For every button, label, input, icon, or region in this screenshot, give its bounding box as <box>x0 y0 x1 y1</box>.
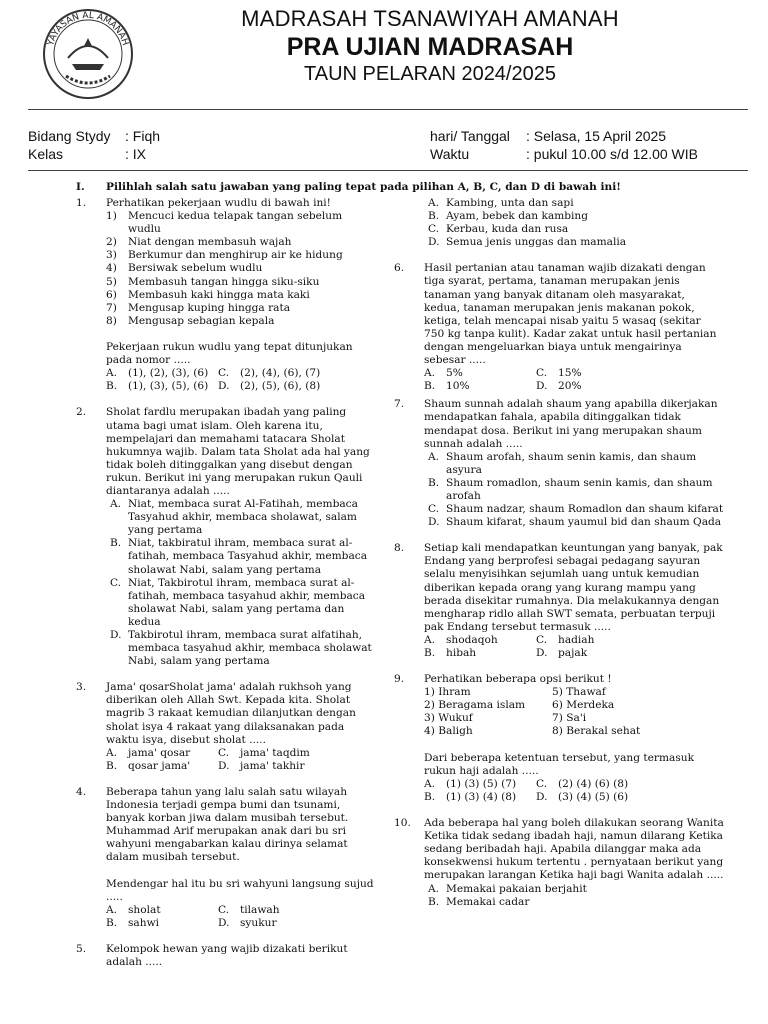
option-d[interactable]: D. Shaum kifarat, shaum yaumul bid dan shaum Qada <box>428 516 722 529</box>
list-item: 4) Baligh <box>424 725 473 738</box>
list-item: 3) Wukuf <box>424 712 473 725</box>
option-b[interactable]: B. hibah <box>424 647 477 659</box>
answer-options <box>106 367 376 393</box>
option-c[interactable]: C. (2) (4) (6) (8) <box>536 777 629 790</box>
option-a[interactable]: A. jama' qosar <box>106 746 191 759</box>
question-number: 5. <box>76 942 87 955</box>
question-stem: Setiap kali mendapatkan keuntungan yang banyak, pak Endang yang berprofesi sebagai pedagang sayuran selalu menyisihkan sejumlah uang untuk kemudian diberikan kepada orang yang kurang mampu yang berada disekitar rumahnya. Dia melakukannya dengan mengharap ridlo allah SWT semata, perbuatan terpuji pak Endang tersebut termasuk ..... <box>424 542 723 633</box>
question-5-options <box>394 197 724 249</box>
question-stem: Jama' qosarSholat jama' adalah rukhsoh yang diberikan oleh Allah Swt. Kepada kita. Sholat magrib 3 rakaat kemudian dilanjutkan dengan sholat isya 4 rakaat yang dilaksanakan pada waktu isya, disebut sholat ..... <box>106 681 356 746</box>
question-number: 1. <box>76 197 87 209</box>
list-item: 1) Ihram <box>424 686 471 699</box>
option-a[interactable]: A. 5% <box>424 367 463 380</box>
option-c[interactable]: C. tilawah <box>218 903 280 916</box>
question-6 <box>394 262 724 393</box>
answer-options <box>424 634 724 660</box>
question-5 <box>76 943 376 969</box>
option-a[interactable]: A. Kambing, unta dan sapi <box>428 197 574 209</box>
option-b[interactable]: B. Shaum romadlon, shaum senin kamis, dan shaum arofah <box>428 476 713 502</box>
list-item: 1) Mencuci kedua telapak tangan sebelum wudlu <box>106 210 343 236</box>
list-item: 6) Merdeka <box>552 699 615 712</box>
option-d[interactable]: D. pajak <box>536 647 588 659</box>
option-a[interactable]: A. Shaum arofah, shaum senin kamis, dan shaum asyura <box>428 450 697 476</box>
day-label: hari/ Tanggal <box>430 128 510 144</box>
option-c[interactable]: C. hadiah <box>536 633 595 646</box>
question-7 <box>394 398 724 529</box>
subject-label: Bidang Stydy <box>28 128 111 144</box>
exam-title: PRA UJIAN MADRASAH <box>286 33 574 61</box>
subject-value: : Fiqh <box>125 128 161 144</box>
question-number: 9. <box>394 673 405 686</box>
option-d[interactable]: D. Semua jenis unggas dan mamalia <box>428 236 627 249</box>
class-value: : IX <box>125 146 147 162</box>
option-d[interactable]: D. Takbirotul ihram, membaca surat alfatihah, membaca tasyahud akhir, membaca sholawat Nabi, salam yang pertama <box>110 629 372 668</box>
option-c[interactable]: C. jama' taqdim <box>218 746 310 759</box>
right-column <box>394 197 724 909</box>
school-logo <box>38 6 138 102</box>
question-stem: Shaum sunnah adalah shaum yang apabilla dikerjakan mendapatkan fahala, apabila ditinggalkan tidak mendapat dosa. Berikut ini yang merupakan shaum sunnah adalah ..... <box>424 398 718 450</box>
option-d[interactable]: D. (2), (5), (6), (8) <box>218 380 321 393</box>
question-stem: Beberapa tahun yang lalu salah satu wilayah Indonesia terjadi gempa bumi dan tsunami, banyak korban jiwa dalam musibah tersebut. Muhammad Arif merupakan anak dari bu sri wahyuni mengabarkan kalau dirinya selamat dalam musibah tersebut. <box>106 785 349 864</box>
list-item: 2) Niat dengan membasuh wajah <box>106 236 292 249</box>
question-stem: Perhatikan beberapa opsi berikut ! <box>424 673 612 686</box>
info-divider <box>28 170 748 171</box>
question-number: 3. <box>76 681 87 694</box>
question-number: 6. <box>394 262 405 275</box>
list-item: 4) Bersiwak sebelum wudlu <box>106 262 263 275</box>
list-item: 3) Berkumur dan menghirup air ke hidung <box>106 249 343 262</box>
academic-year: TAUN PELARAN 2024/2025 <box>304 63 556 85</box>
list-item: 7) Sa'i <box>552 712 587 725</box>
list-item: 8) Berakal sehat <box>552 725 641 738</box>
page-header <box>0 0 768 120</box>
question-number: 7. <box>394 398 405 411</box>
time-value: : pukul 10.00 s/d 12.00 WIB <box>526 146 698 162</box>
question-prompt: Pekerjaan rukun wudlu yang tepat ditunjukan pada nomor ..... <box>106 341 353 367</box>
option-d[interactable]: D. syukur <box>218 916 277 929</box>
day-value: : Selasa, 15 April 2025 <box>526 128 667 144</box>
answer-options <box>424 778 724 804</box>
question-10 <box>394 817 724 909</box>
option-a[interactable]: A. sholat <box>106 903 161 916</box>
time-label: Waktu <box>430 146 470 162</box>
class-label: Kelas <box>28 146 64 162</box>
section-number: I. <box>76 181 85 193</box>
question-8 <box>394 542 724 660</box>
option-list <box>424 686 724 738</box>
list-item: 6) Membasuh kaki hingga mata kaki <box>106 288 310 301</box>
question-stem: Kelompok hewan yang wajib dizakati berikut adalah ..... <box>106 942 348 969</box>
question-stem: Perhatikan pekerjaan wudlu di bawah ini! <box>106 197 331 209</box>
option-c[interactable]: C. Kerbau, kuda dan rusa <box>428 223 569 236</box>
option-b[interactable]: B. (1) (3) (4) (8) <box>424 790 517 803</box>
question-number: 4. <box>76 785 87 798</box>
list-item: 2) Beragama islam <box>424 699 526 712</box>
answer-options <box>106 747 376 773</box>
list-item: 5) Membasuh tangan hingga siku-siku <box>106 275 320 288</box>
question-9 <box>394 673 724 804</box>
question-number: 2. <box>76 406 87 419</box>
answer-options <box>424 367 724 393</box>
option-d[interactable]: D. 20% <box>536 380 582 393</box>
question-prompt: Dari beberapa ketentuan tersebut, yang termasuk rukun haji adalah ..... <box>424 751 694 777</box>
option-b[interactable]: B. Ayam, bebek dan kambing <box>428 210 589 223</box>
option-c[interactable]: C. 15% <box>536 367 582 380</box>
option-c[interactable]: C. Shaum nadzar, shaum Romadlon dan shaum kifarat <box>428 503 724 516</box>
list-item: 5) Thawaf <box>552 686 606 699</box>
logo-text: YAYASAN AL AMANAH <box>46 10 130 47</box>
question-number: 8. <box>394 542 405 555</box>
option-b[interactable]: B. Niat, takbiratul ihram, membaca surat al-fatihah, membaca Tasyahud akhir, membaca sholawat Nabi, salam yang pertama <box>110 537 368 576</box>
question-stem: Hasil pertanian atau tanaman wajib dizakati dengan tiga syarat, pertama, tanaman merupakan jenis tanaman yang banyak ditanam oleh masyarakat, kedua, tanaman merupakan jenis makanan pokok, ketiga, telah mencapai nisab yaitu 5 wasaq (sekitar 750 kg tanpa kulit). Kadar zakat untuk hasil pertanian dengan mengeluarkan biaya untuk mengairinya sebesar ..... <box>424 262 717 367</box>
option-b[interactable]: B. qosar jama' <box>106 759 191 772</box>
section-instruction: Pilihlah salah satu jawaban yang paling tepat pada pilihan A, B, C, dan D di bawah ini! <box>106 181 621 193</box>
option-a[interactable]: A. shodaqoh <box>424 633 498 646</box>
option-b[interactable]: B. 10% <box>424 380 470 393</box>
option-c[interactable]: C. Niat, Takbirotul ihram, membaca surat al-fatihah, membaca tasyahud akhir, membaca sholawat Nabi, salam yang pertama dan kedua <box>110 576 366 628</box>
option-a[interactable]: A. Niat, membaca surat Al-Fatihah, membaca Tasyahud akhir, membaca sholawat, salam yang pertama <box>110 498 358 537</box>
question-3 <box>76 681 376 773</box>
question-2 <box>76 406 376 668</box>
option-d[interactable]: D. jama' takhir <box>218 759 305 772</box>
answer-options <box>106 904 376 930</box>
option-a[interactable]: A. Memakai pakaian berjahit <box>428 882 587 895</box>
option-a[interactable]: A. (1) (3) (5) (7) <box>424 777 517 790</box>
option-c[interactable]: C. (2), (4), (6), (7) <box>218 367 321 380</box>
option-a[interactable]: A. (1), (2), (3), (6) <box>106 367 209 380</box>
option-b[interactable]: B. Memakai cadar <box>428 895 530 908</box>
question-number: 10. <box>394 817 411 830</box>
list-item: 8) Mengusap sebagian kepala <box>106 314 275 327</box>
left-column <box>76 197 376 969</box>
question-prompt: Mendengar hal itu bu sri wahyuni langsung sujud ..... <box>106 877 374 903</box>
option-b[interactable]: B. sahwi <box>106 916 160 929</box>
question-stem: Ada beberapa hal yang boleh dilakukan seorang Wanita Ketika tidak sedang ibadah haji, namun dilarang Ketika sedang beribadah haji. Apabila dilanggar maka ada konsekwensi hukum tertentu . pernyataan berikut yang merupakan larangan Ketika haji bagi Wanita adalah ..... <box>424 817 724 882</box>
question-4 <box>76 786 376 930</box>
question-1 <box>76 197 376 393</box>
school-name: MADRASAH TSANAWIYAH AMANAH <box>241 6 619 31</box>
list-item: 7) Mengusap kuping hingga rata <box>106 301 291 314</box>
option-b[interactable]: B. (1), (3), (5), (6) <box>106 380 209 393</box>
option-d[interactable]: D. (3) (4) (5) (6) <box>536 790 629 803</box>
question-stem: Sholat fardlu merupakan ibadah yang paling utama bagi umat islam. Oleh karena itu, mempelajari dan memahami tatacara Sholat hukumnya wajib. Dalam tata Sholat ada hal yang tidak boleh ditinggalkan yang disebut dengan rukun. Berikut ini yang merupakan rukun Qauli diantaranya adalah ..... <box>106 406 370 497</box>
header-divider <box>28 109 748 110</box>
